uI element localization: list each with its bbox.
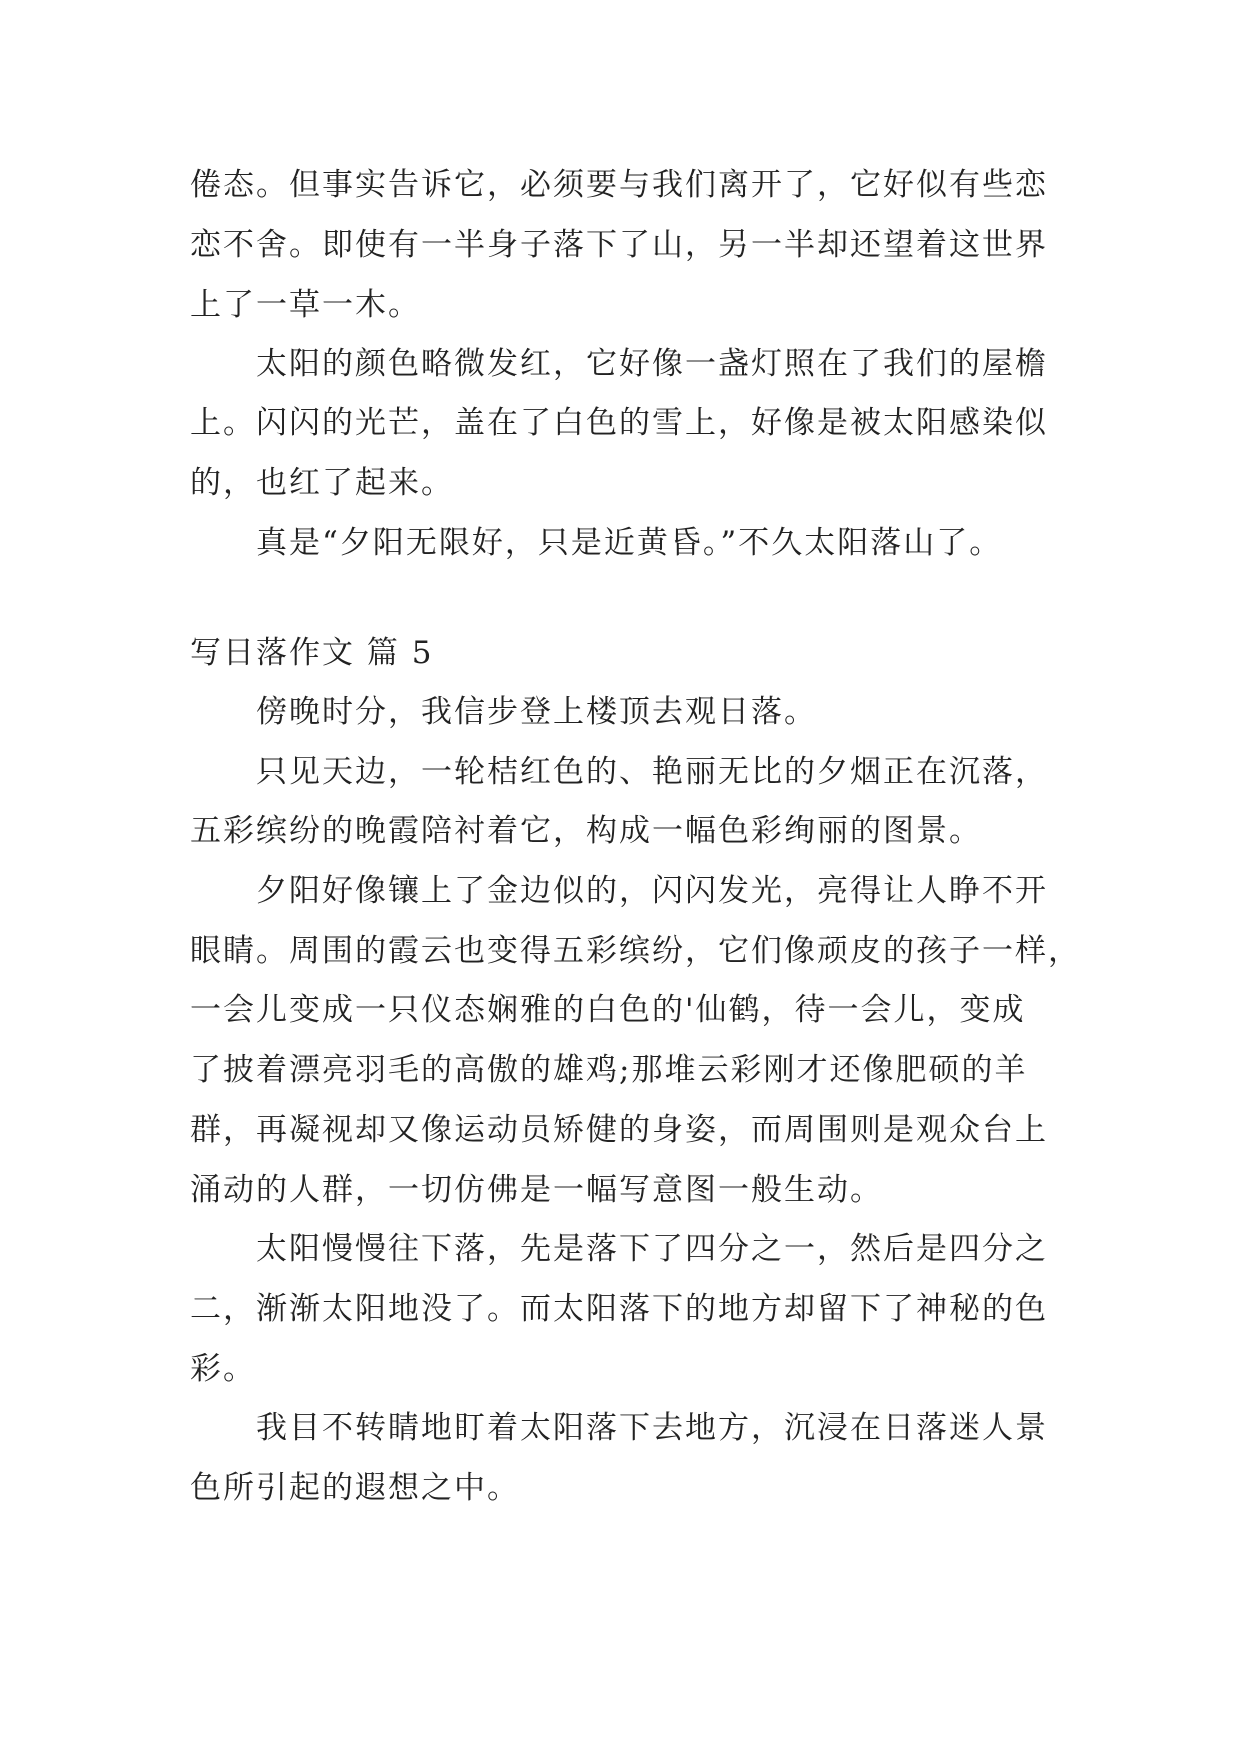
text-line: 太阳的颜色略微发红，它好像一盏灯照在了我们的屋檐 [256, 346, 1048, 382]
text-line: 一会儿变成一只仪态娴雅的白色的'仙鹤，待一会儿，变成 [190, 992, 1026, 1028]
text-line: 倦态。但事实告诉它，必须要与我们离开了，它好似有些恋 [190, 167, 1048, 203]
text-line: 真是“夕阳无限好，只是近黄昏。”不久太阳落山了。 [256, 525, 1003, 561]
text-line: 群，再凝视却又像运动员矫健的身姿，而周围则是观众台上 [190, 1112, 1048, 1148]
text-line: 了披着漂亮羽毛的高傲的雄鸡;那堆云彩刚才还像肥硕的羊 [190, 1052, 1028, 1088]
text-line: 上了一草一木。 [190, 287, 421, 323]
text-line: 只见天边，一轮桔红色的、艳丽无比的夕烟正在沉落， [256, 754, 1048, 790]
section-heading: 写日落作文 篇 5 [190, 635, 434, 671]
text-line: 二，渐渐太阳地没了。而太阳落下的地方却留下了神秘的色 [190, 1291, 1048, 1327]
text-line: 彩。 [190, 1351, 256, 1387]
text-line: 眼睛。周围的霞云也变得五彩缤纷，它们像顽皮的孩子一样， [190, 933, 1081, 969]
text-line: 我目不转睛地盯着太阳落下去地方，沉浸在日落迷人景 [256, 1410, 1048, 1446]
text-line: 傍晚时分，我信步登上楼顶去观日落。 [256, 694, 817, 730]
text-line: 涌动的人群，一切仿佛是一幅写意图一般生动。 [190, 1172, 883, 1208]
text-line: 夕阳好像镶上了金边似的，闪闪发光，亮得让人睁不开 [256, 873, 1048, 909]
text-line: 五彩缤纷的晚霞陪衬着它，构成一幅色彩绚丽的图景。 [190, 813, 982, 849]
text-line: 恋不舍。即使有一半身子落下了山，另一半却还望着这世界 [190, 227, 1048, 263]
text-line: 太阳慢慢往下落，先是落下了四分之一，然后是四分之 [256, 1231, 1048, 1267]
text-line: 上。闪闪的光芒，盖在了白色的雪上，好像是被太阳感染似 [190, 405, 1048, 441]
text-line: 的，也红了起来。 [190, 465, 454, 501]
text-line: 色所引起的遐想之中。 [190, 1470, 520, 1506]
